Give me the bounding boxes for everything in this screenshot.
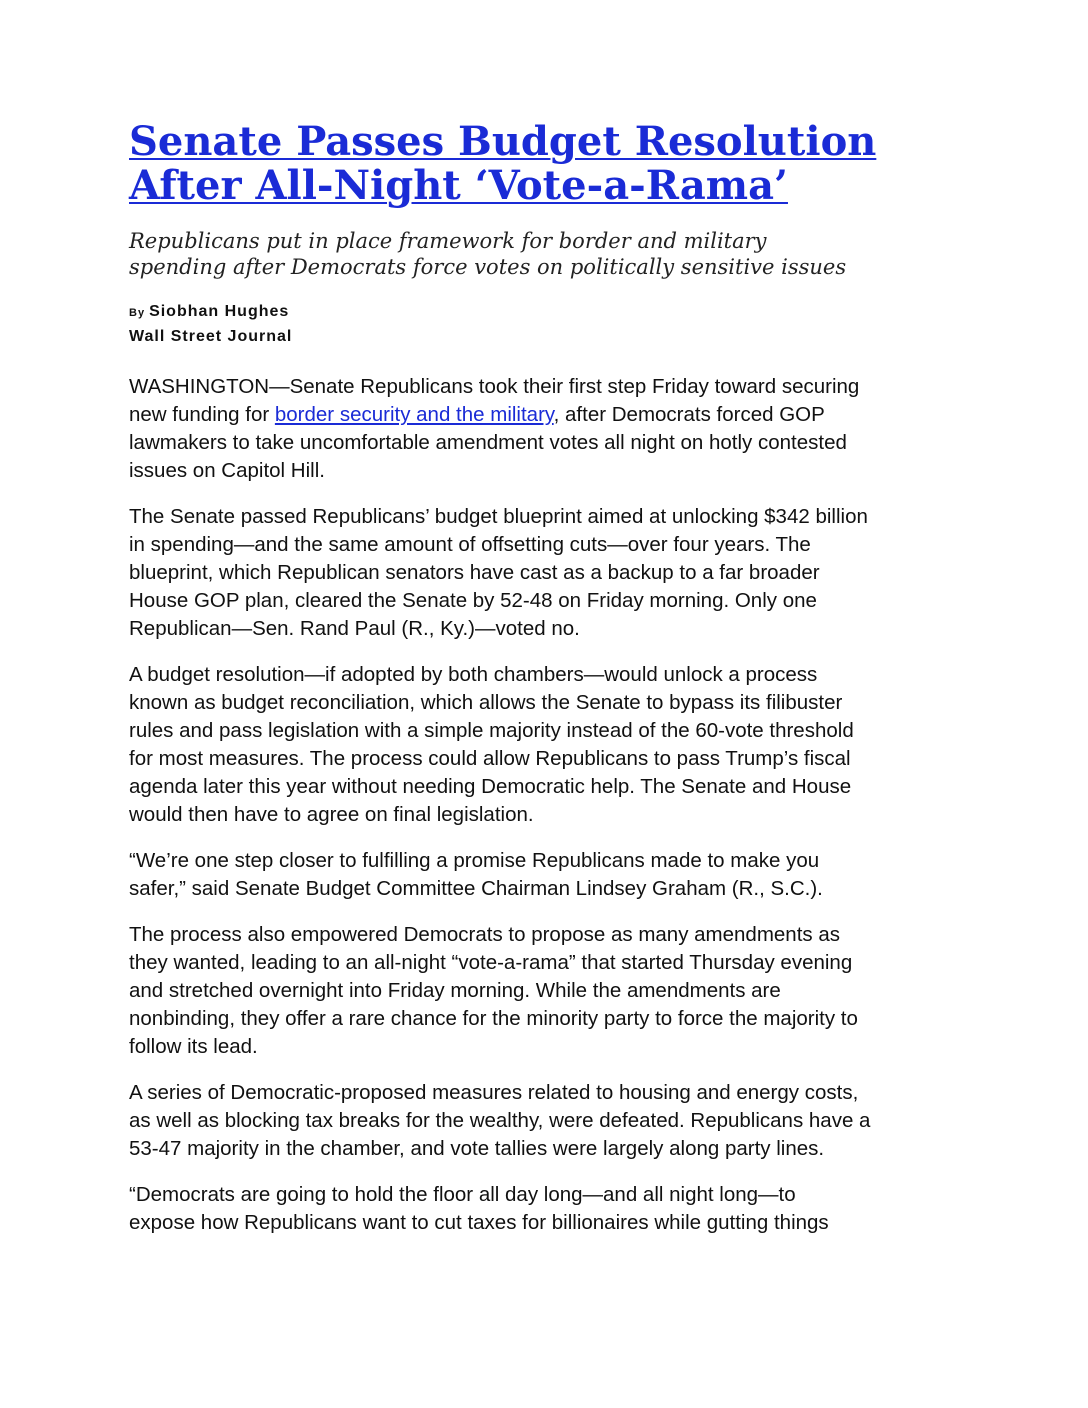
byline xyxy=(129,300,979,349)
headline-line[interactable]: Senate Passes Budget Resolution xyxy=(129,118,877,165)
paragraph-line: A budget resolution—if adopted by both chambers—would unlock a process xyxy=(129,663,818,686)
subheadline xyxy=(129,228,979,280)
paragraph-text: new funding for xyxy=(129,403,275,426)
subheadline-line: Republicans put in place framework for border and military xyxy=(129,229,767,253)
paragraph-line: in spending—and the same amount of offsetting cuts—over four years. The xyxy=(129,533,811,556)
paragraph-line: House GOP plan, cleared the Senate by 52-48 on Friday morning. Only one xyxy=(129,589,817,612)
paragraph-line: issues on Capitol Hill. xyxy=(129,459,325,482)
paragraph-line: A series of Democratic-proposed measures related to housing and energy costs, xyxy=(129,1081,859,1104)
paragraph-line: rules and pass legislation with a simple majority instead of the 60-vote threshold xyxy=(129,719,854,742)
paragraph-line: expose how Republicans want to cut taxes for billionaires while gutting things xyxy=(129,1211,829,1234)
paragraph-line: as well as blocking tax breaks for the wealthy, were defeated. Republicans have a xyxy=(129,1109,871,1132)
paragraph-line: follow its lead. xyxy=(129,1035,258,1058)
paragraph-line: and stretched overnight into Friday morning. While the amendments are xyxy=(129,979,781,1002)
headline-line[interactable]: After All-Night ‘Vote-a-Rama’ xyxy=(129,162,788,209)
paragraph-line: nonbinding, they offer a rare chance for the minority party to force the majority to xyxy=(129,1007,858,1030)
paragraph-line: for most measures. The process could allow Republicans to pass Trump’s fiscal xyxy=(129,747,851,770)
article-body xyxy=(129,373,979,1237)
paragraph xyxy=(129,1079,979,1163)
paragraph-line: Republican—Sen. Rand Paul (R., Ky.)—voted no. xyxy=(129,617,580,640)
paragraph-line: The Senate passed Republicans’ budget blueprint aimed at unlocking $342 billion xyxy=(129,505,868,528)
article xyxy=(129,120,979,1255)
headline-link[interactable] xyxy=(129,120,979,208)
paragraph xyxy=(129,847,979,903)
paragraph-line: WASHINGTON—Senate Republicans took their first step Friday toward securing xyxy=(129,375,860,398)
byline-publication: Wall Street Journal xyxy=(129,328,293,345)
paragraph-line: known as budget reconciliation, which allows the Senate to bypass its filibuster xyxy=(129,691,843,714)
paragraph-line: safer,” said Senate Budget Committee Chairman Lindsey Graham (R., S.C.). xyxy=(129,877,823,900)
paragraph-line: lawmakers to take uncomfortable amendment votes all night on hotly contested xyxy=(129,431,847,454)
byline-author: Siobhan Hughes xyxy=(149,303,290,320)
subheadline-line: spending after Democrats force votes on politically sensitive issues xyxy=(129,255,847,279)
paragraph xyxy=(129,921,979,1061)
paragraph-line: “We’re one step closer to fulfilling a promise Republicans made to make you xyxy=(129,849,820,872)
paragraph-line: would then have to agree on final legislation. xyxy=(129,803,534,826)
paragraph-line: “Democrats are going to hold the floor all day long—and all night long—to xyxy=(129,1183,796,1206)
paragraph xyxy=(129,503,979,643)
paragraph xyxy=(129,1181,979,1237)
byline-author-row xyxy=(129,300,979,325)
paragraph-line: blueprint, which Republican senators have cast as a backup to a far broader xyxy=(129,561,820,584)
paragraph-line xyxy=(129,401,979,429)
paragraph-line: they wanted, leading to an all-night “vote-a-rama” that started Thursday evening xyxy=(129,951,853,974)
paragraph-line: 53-47 majority in the chamber, and vote tallies were largely along party lines. xyxy=(129,1137,825,1160)
paragraph-line: agenda later this year without needing Democratic help. The Senate and House xyxy=(129,775,852,798)
paragraph-text: , after Democrats forced GOP xyxy=(553,403,825,426)
paragraph-line: The process also empowered Democrats to propose as many amendments as xyxy=(129,923,841,946)
byline-by-label: By xyxy=(129,307,146,319)
paragraph xyxy=(129,661,979,829)
paragraph xyxy=(129,373,979,485)
border-security-link[interactable]: border security and the military xyxy=(274,403,554,426)
